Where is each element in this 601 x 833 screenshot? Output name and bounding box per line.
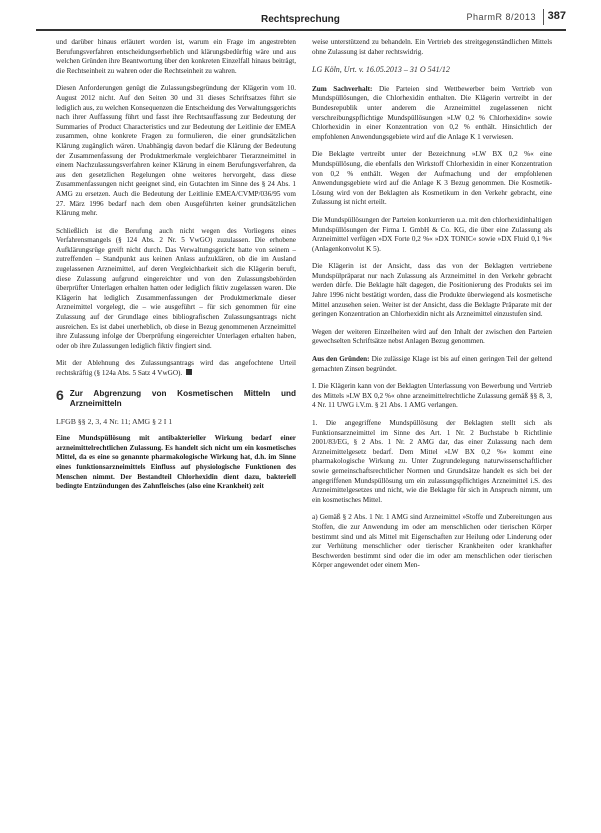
section-title: Zur Abgrenzung von Kosmetischen Mitteln und Arzneimitteln	[69, 388, 296, 408]
paragraph	[56, 359, 296, 378]
section-number: 6	[56, 386, 64, 403]
paragraph: Schließlich ist die Berufung auch nicht wegen des Vorliegens eines Verfahrensmangels (§ 124 Abs. 2 Nr. 5 VwGO) zuzulassen. Die erhobene Aufklärungsrüge greift nicht durch. Das Verwaltungsgericht hatte von seinem – zutreffenden – Standpunkt aus keinen Anlass aufzuklären, ob die im Ausland zugelassenen Arzneimittel, auf deren Vergleichbarkeit sich die Klägerin beruft, diese Zulassung aufgrund eingereichter und von den Zulassungsbehörden überprüfter Unterlagen erhalten hatten oder lediglich fiktiv zugelassen waren. Die Klägerin hat lediglich Zusammenfassungen der Produktmerkmale dieser Arzneimittel vorgelegt, die – wie ausgeführt – für sich genommen für eine Zulassung auf der Grundlage eines bibliografischen Zulassungsantrags nicht ausreichen. Es ist dabei unerheblich, ob diese in Bezug genommenen Arzneimittel ihre Zulassung infolge der Überprüfung eingereichter Unterlagen erhalten haben, oder ob ihre Zulassungen lediglich fiktiv fingiert sind.	[56, 226, 296, 350]
paragraph: I. Die Klägerin kann von der Beklagten Unterlassung von Bewerbung und Vertrieb des Mittels »LW BX 0,2 %« ohne arzneimittelrechtliche Zulassung gemäß §§ 8, 3, 4 Nr. 11 UWG i.V.m. § 21 Abs. 1 AMG verlangen.	[312, 382, 552, 410]
paragraph	[312, 85, 552, 143]
header-rule	[36, 29, 566, 31]
paragraph: Diesen Anforderungen genügt die Zulassungsbegründung der Klägerin vom 10. August 2012 nicht. Auf den Seiten 30 und 31 dieses Schriftsatzes führt sie lediglich aus, zu welchen Konsequenzen die Entscheidung des Verwaltungsgerichts nach ihrer Auffassung führt und fasst ihre Rechtsauffassung zur Bedeutung der Summaries of Product Characteristics und zur Bedeutung der Leitlinie der EMEA zusammen, ohne konkrete Fragen zu formulieren, die einer grundsätzlichen Klärung zugänglich wären. Unabhängig davon bedarf die Klärung der Bedeutung der Zusammenfassung der Produktmerkmale vergleichbarer Tierarzneimittel in einem Nachzulassungsverfahren keiner Klärung in einem Berufungsverfahren, da aus den gesetzlichen Regelungen ohne weiteres hervorgeht, dass diese Zusammenfassungen nicht geeignet sind, ein Gutachten im Sinne des § 24 Abs. 1 AMG zu ersetzen. Auch die Bedeutung der Leitlinie EMEA/CVMP/036/95 vom 27. März 1996 bedarf nach dem oben Ausgeführten keiner grundsätzlichen Klärung mehr.	[56, 84, 296, 218]
right-column	[312, 38, 552, 579]
end-mark-icon	[186, 369, 192, 375]
journal-citation: PharmR 8/2013	[466, 12, 536, 22]
paragraph-text: Die zulässige Klage ist bis auf einen geringen Teil der geltend gemachten Zinsen begründet.	[312, 355, 553, 373]
leitsatz: Eine Mundspüllösung mit antibakterieller Wirkung bedarf einer arzneimittelrechtlichen Zulassung. Es handelt sich nicht um ein kosmetisches Mittel, da es eine so genannte pharmakologische Wirkung hat, d.h. im Sinne eines funktionsarzneimittels Einfluss auf physiologische Funktionen des Menschen nimmt. Der Bestandteil Chlorhexidin dient dazu, bakteriell bedingte Entzündungen des Zahnfleisches (also eine Krankheit) zeit	[56, 434, 296, 491]
paragraph	[312, 355, 552, 374]
section-label: Rechtsprechung	[261, 14, 340, 25]
paragraph: Die Klägerin ist der Ansicht, dass das von der Beklagten vertriebene Mundspülpräparat nur nach Zulassung als Arzneimittel in den Verkehr gebracht werden dürfe. Die Beklagte hält dagegen, die Positionierung des Produkts sei im Jahre 1996 nicht bestätigt worden, dass die Produkte überwiegend als kosmetische Mittel anzusehen seien. Weiter ist der Ansicht, dass die Beklagte Präparate mit der geringen Konzentration an Chlorhexidin nicht als Arzneimittel einzustufen sind.	[312, 262, 552, 319]
section-heading	[56, 386, 296, 409]
paragraph: und darüber hinaus erläutert worden ist, warum ein Frage im angestrebten Berufungsverfahren entscheidungserheblich und klärungsbedürftig wäre und aus welchen Gründen ihre Beantwortung über den konkreten Einzelfall hinaus beiträgt, die Rechtseinheit zu wahren oder die Rechtseinheit zu wahren.	[56, 38, 296, 75]
case-reference: LG Köln, Urt. v. 16.05.2013 – 31 O 541/12	[312, 65, 450, 75]
paragraph: 1. Die angegriffene Mundspüllösung der Beklagten stellt sich als Funktionsarzneimittel im Sinne des Art. 1 Nr. 2 Buchstabe b Richtlinie 2001/83/EG, § 2 Abs. 1 Nr. 2 AMG dar, das einer Zulassung nach dem Arzneimittelgesetz bedarf. Dem Mittel »LW BX 0,2 %« kommt eine pharmakologische Wirkung zu. Unter Zugrundelegung naturwissenschaftlicher sowie gemeinschaftsrechtlicher Normen und Grundsätze handelt es sich bei der angegriffenen Mundspüllösung um ein zulassungspflichtiges Arzneimittel i.S. des Arzneimittelgesetzes und nicht, wie die Beklagte für sich in Anspruch nimmt, um ein kosmetisches Mittel.	[312, 419, 552, 504]
paragraph-text: Die Parteien sind Wettbewerber beim Vertrieb von Mundspüllösungen, die Chlorhexidin enthalten. Die Klägerin vertreibt in der Bundesrepublik unter anderem die Arzneimittel zugelassenen nicht verschreibungspflichtige Mundspüllösungen »LW 0,2 % Chlorhexidin« sowie Chlorhexidin in einer Konzentration von 0,2 % enthält. Hinsichtlich der empfohlenen Anwendungsgebiete wird auf die Anlage K 1 verwiesen.	[312, 84, 553, 141]
page-number: 387	[547, 10, 566, 22]
sachverhalt-heading: Zum Sachverhalt:	[312, 84, 373, 93]
paragraph: Wegen der weiteren Einzelheiten wird auf den Inhalt der zwischen den Parteien gewechselten Schriftsätze nebst Anlagen Bezug genommen.	[312, 327, 552, 346]
paragraph: weise unterstützend zu behandeln. Ein Vertrieb des streitgegenständlichen Mittels ohne Zulassung ist daher rechtswidrig.	[312, 38, 552, 56]
paragraph: a) Gemäß § 2 Abs. 1 Nr. 1 AMG sind Arzneimittel »Stoffe und Zubereitungen aus Stoffen, die zur Anwendung im oder am menschlichen oder tierischen Körper bestimmt sind und als Mittel mit Eigenschaften zur Heilung oder Linderung oder zur Verhütung menschlicher oder tierischer Krankheiten oder krankhafter Beschwerden bestimmt sind oder die im oder am menschlichen oder tierischen Körper angewendet oder einem Men-	[312, 513, 552, 570]
paragraph-text: Mit der Ablehnung des Zulassungsantrags wird das angefochtene Urteil rechtskräftig (§ 124a Abs. 5 Satz 4 VwGO).	[56, 359, 296, 377]
norm-reference: LFGB §§ 2, 3, 4 Nr. 11; AMG § 2 I 1	[56, 416, 173, 426]
header-separator	[543, 9, 544, 25]
paragraph: Die Beklagte vertreibt unter der Bezeichnung »LW BX 0,2 %« eine Mundspüllösung, die ebenfalls den Wirkstoff Chlorhexidin in einer Konzentration von 0,2 % enthält. Wegen der Aufmachung und der empfohlenen Anwendungsgebiete wird auf die Anlage K 3 Bezug genommen. Die Kosmetik-Lösung wird von der Beklagten als Kosmetikum in den Verkehr gebracht, eine Zulassung ist nicht erteilt.	[312, 150, 552, 207]
gruende-heading: Aus den Gründen:	[312, 355, 370, 364]
left-column	[56, 38, 296, 500]
page-header	[36, 7, 566, 33]
paragraph: Die Mundspüllösungen der Parteien konkurrieren u.a. mit den chlorhexidinhaltigen Mundspüllösungen der Firma I. GmbH & Co. KG, die über eine Zulassung als Arzneimittel verfügen »DX Forte 0,2 %« »DX TONIC« sowie »DX Fluid 0,1 %« (Anlagenkonvolut K 5).	[312, 215, 552, 253]
